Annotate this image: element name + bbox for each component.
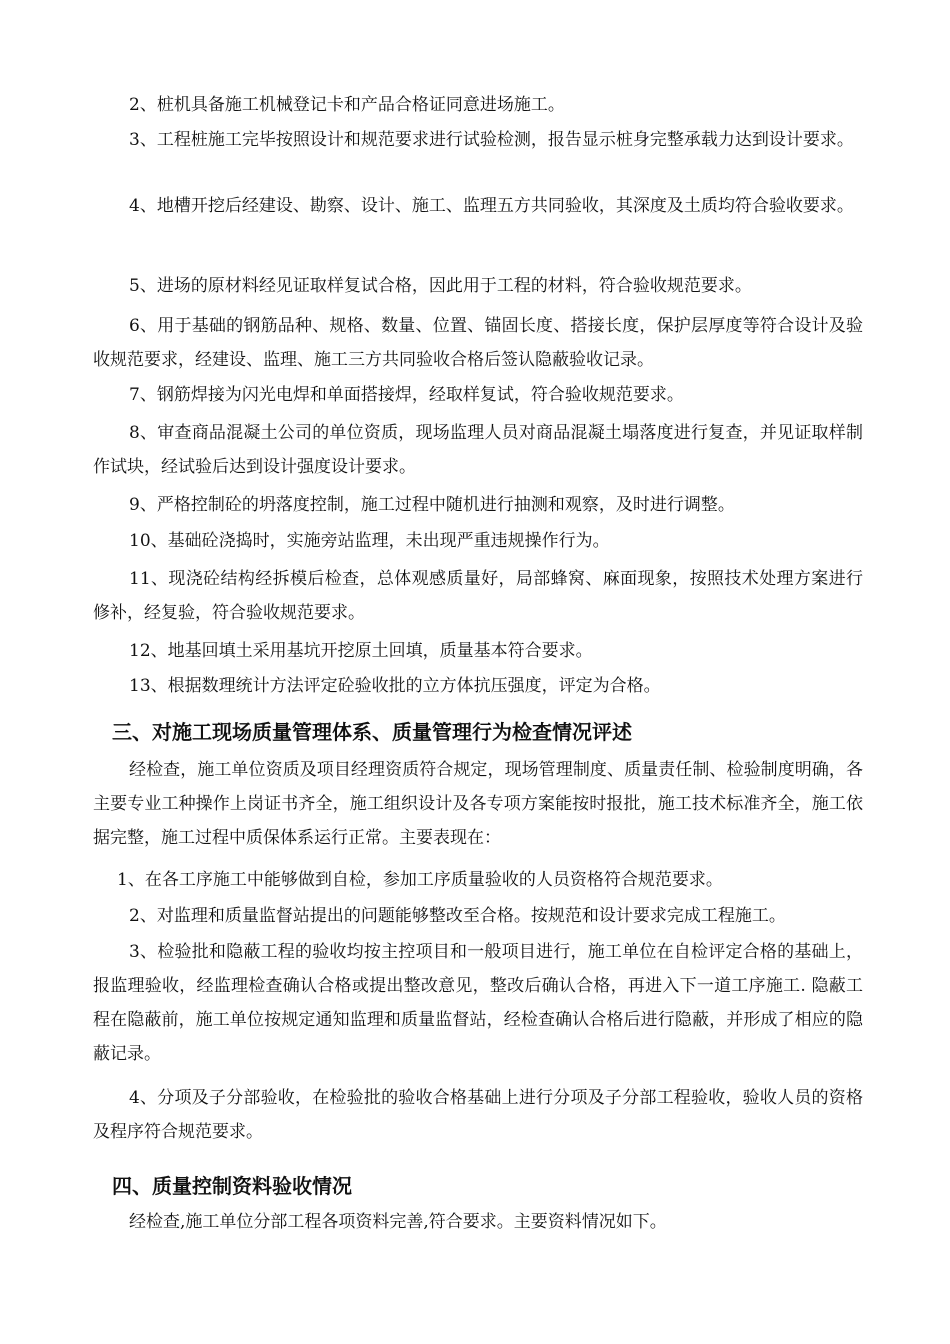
list-item: 10、基础砼浇捣时，实施旁站监理，未出现严重违规操作行为。: [129, 531, 610, 551]
list-item: 6、用于基础的钢筋品种、规格、数量、位置、锚固长度、搭接长度，保护层厚度等符合设计及验收规范要求，经建设、监理、施工三方共同验收合格后签认隐蔽验收记录。: [93, 316, 863, 370]
list-item: 2、对监理和质量监督站提出的问题能够整改至合格。按规范和设计要求完成工程施工。: [129, 906, 786, 926]
list-item: 8、审查商品混凝土公司的单位资质，现场监理人员对商品混凝土塌落度进行复查，并见证取样制作试块，经试验后达到设计强度设计要求。: [93, 423, 863, 477]
list-item: 12、地基回填土采用基坑开挖原土回填，质量基本符合要求。: [129, 641, 593, 661]
section-intro: 经检查,施工单位分部工程各项资料完善,符合要求。主要资料情况如下。: [129, 1212, 667, 1232]
list-item: 5、进场的原材料经见证取样复试合格，因此用于工程的材料，符合验收规范要求。: [129, 276, 752, 296]
list-item: 4、分项及子分部验收，在检验批的验收合格基础上进行分项及子分部工程验收，验收人员的资格及程序符合规范要求。: [93, 1088, 863, 1142]
list-item: 3、工程桩施工完毕按照设计和规范要求进行试验检测，报告显示桩身完整承载力达到设计要求。: [129, 130, 854, 150]
section-intro: 经检查，施工单位资质及项目经理资质符合规定，现场管理制度、质量责任制、检验制度明确，各主要专业工种操作上岗证书齐全，施工组织设计及各专项方案能按时报批，施工技术标准齐全，施工依据完整，施工过程中质保体系运行正常。主要表现在：: [93, 760, 863, 848]
list-item: 7、钢筋焊接为闪光电焊和单面搭接焊，经取样复试，符合验收规范要求。: [129, 385, 684, 405]
list-item: 1、在各工序施工中能够做到自检，参加工序质量验收的人员资格符合规范要求。: [117, 870, 723, 890]
list-item: 2、桩机具备施工机械登记卡和产品合格证同意进场施工。: [129, 95, 565, 115]
list-item: 13、根据数理统计方法评定砼验收批的立方体抗压强度，评定为合格。: [129, 676, 661, 696]
list-item: 9、严格控制砼的坍落度控制，施工过程中随机进行抽测和观察，及时进行调整。: [129, 495, 735, 515]
list-item: 3、检验批和隐蔽工程的验收均按主控项目和一般项目进行，施工单位在自检评定合格的基础上，报监理验收，经监理检查确认合格或提出整改意见，整改后确认合格，再进入下一道工序施工. 隐蔽工程在隐蔽前，施工单位按规定通知监理和质量监督站，经检查确认合格后进行隐蔽，并形成了相应的隐蔽记录。: [93, 942, 863, 1064]
list-item: 4、地槽开挖后经建设、勘察、设计、施工、监理五方共同验收，其深度及土质均符合验收要求。: [129, 196, 854, 216]
section-heading: 四、质量控制资料验收情况: [112, 1174, 352, 1198]
list-item: 11、现浇砼结构经拆模后检查，总体观感质量好，局部蜂窝、麻面现象，按照技术处理方案进行修补，经复验，符合验收规范要求。: [93, 569, 863, 623]
section-heading: 三、对施工现场质量管理体系、质量管理行为检查情况评述: [112, 720, 632, 744]
